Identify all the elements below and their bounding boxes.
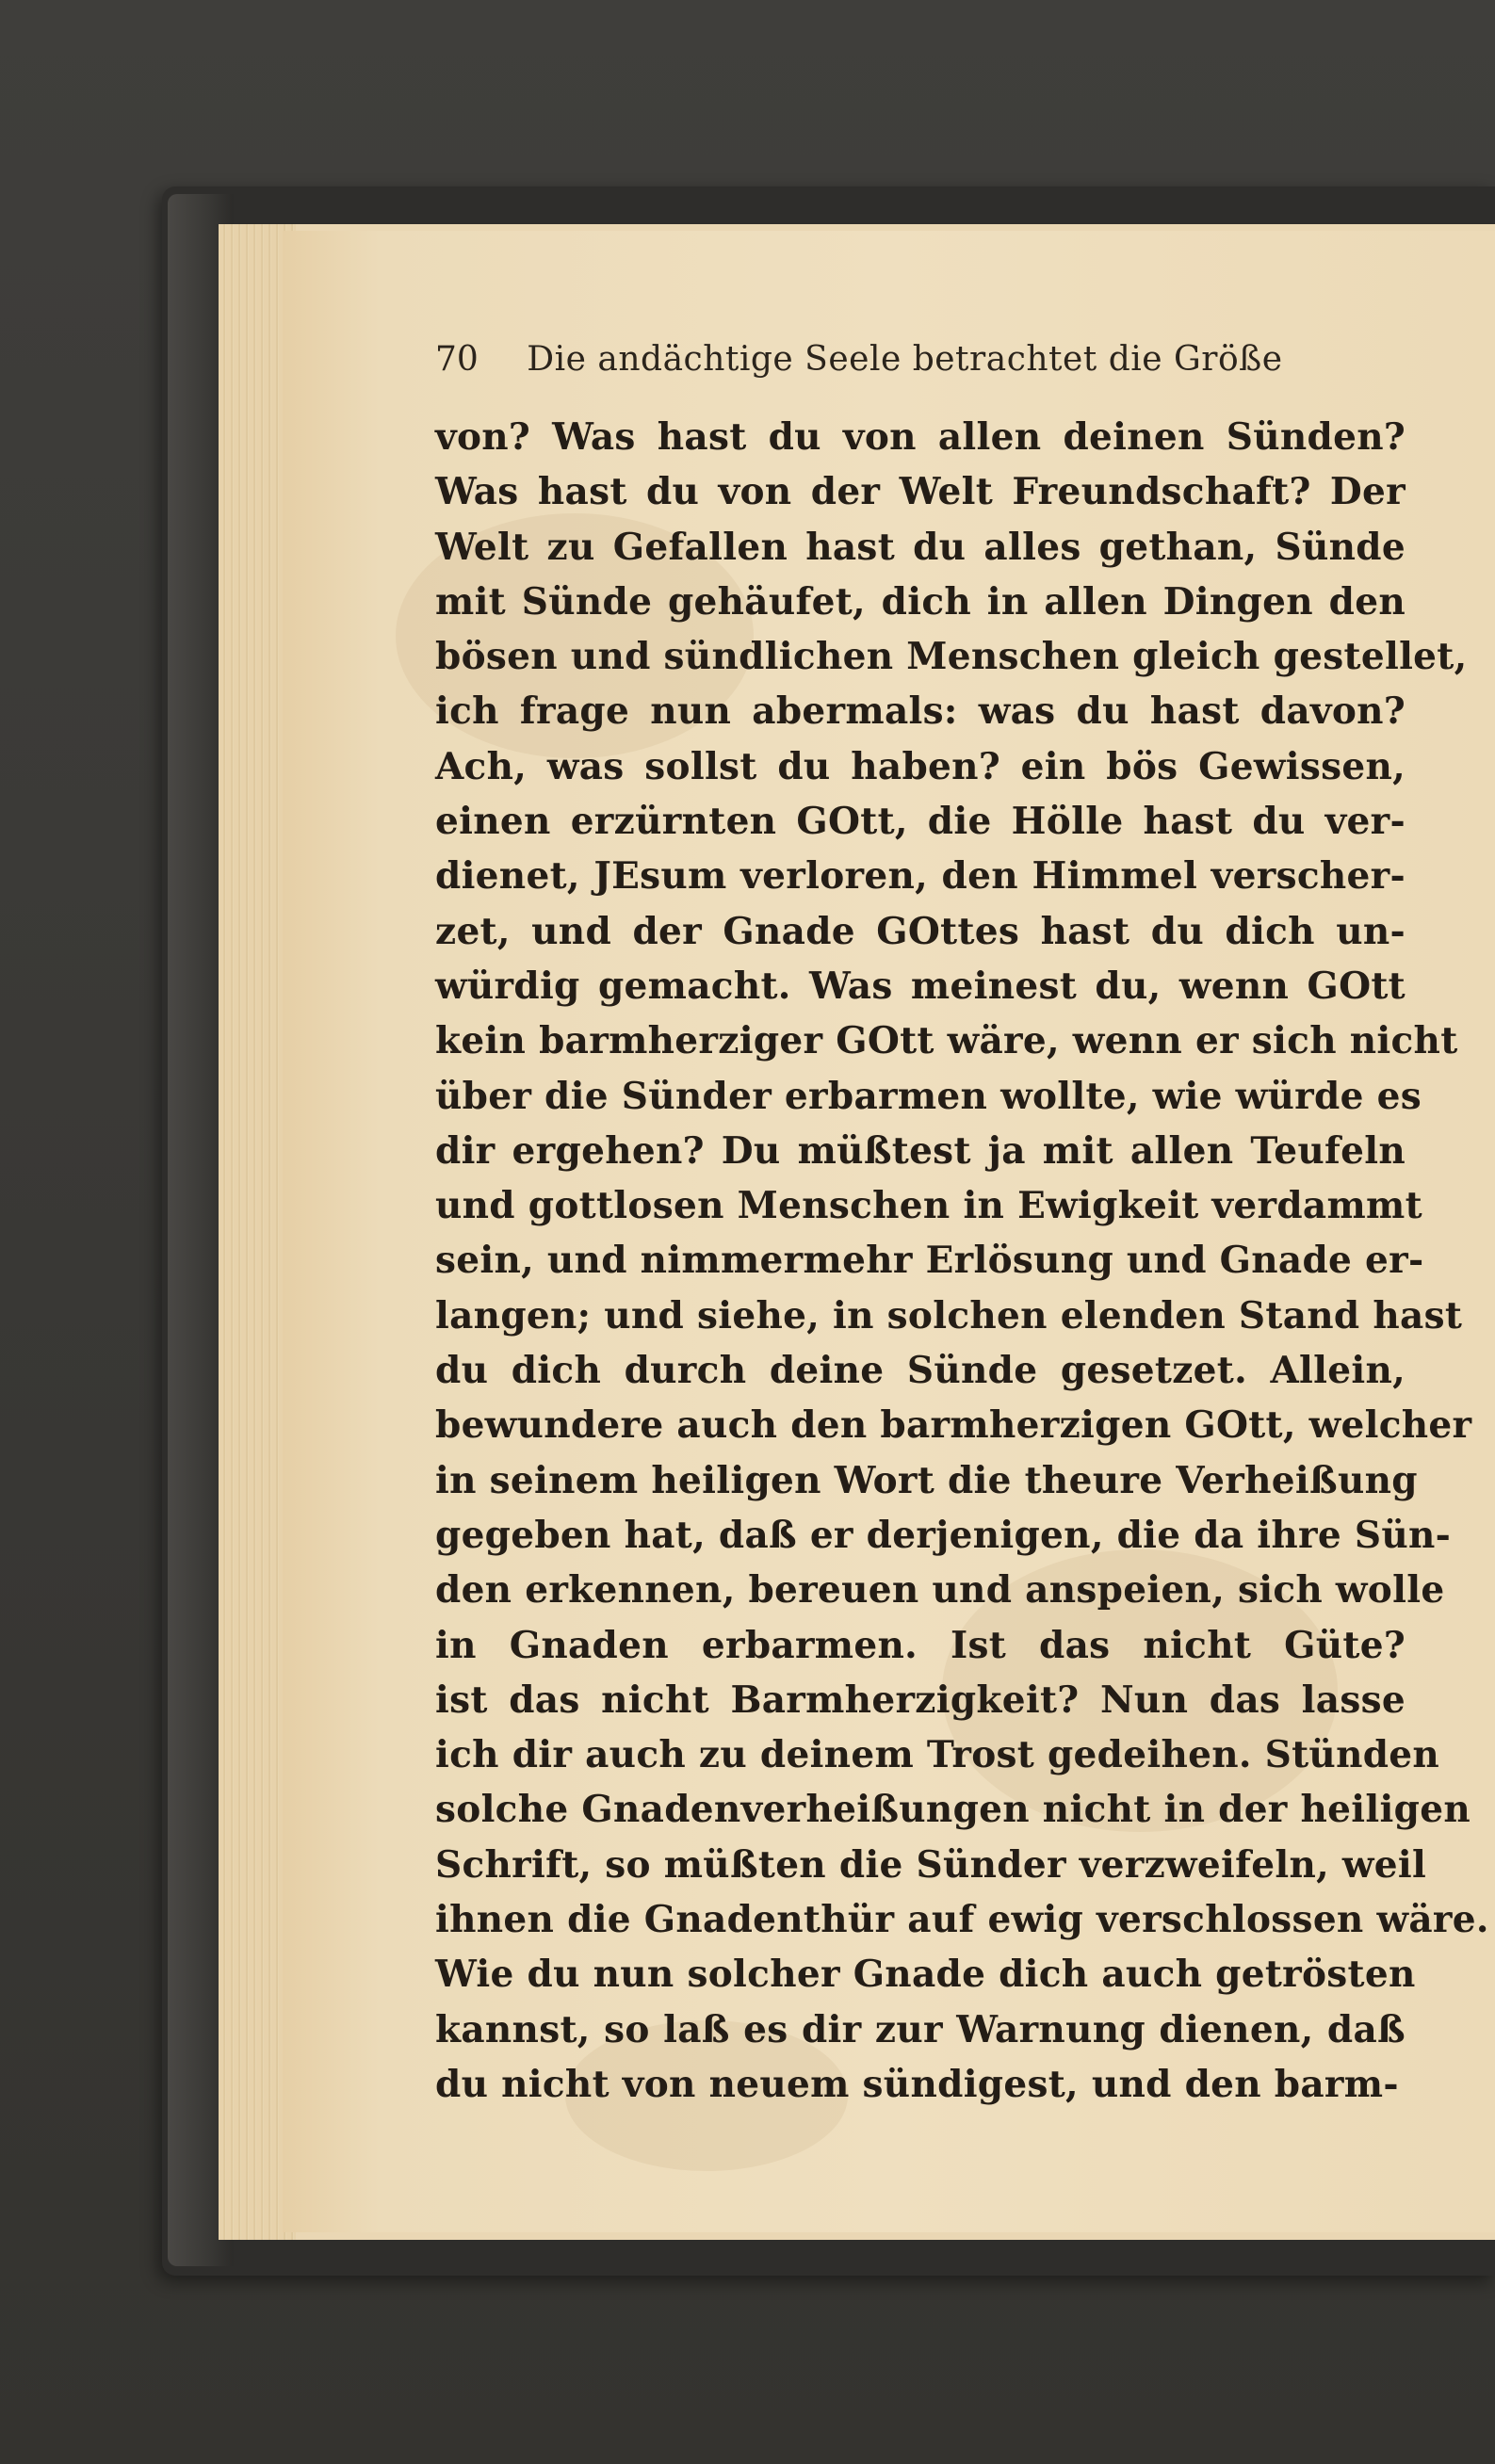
text-line: ist das nicht Barmherzigkeit? Nun das lasse <box>435 1678 1406 1722</box>
text-line: ich frage nun abermals: was du hast davon? <box>435 689 1406 734</box>
text-line: über die Sünder erbarmen wollte, wie würde es <box>435 1074 1422 1118</box>
page-number: 70 <box>435 340 479 379</box>
text-line: Wie du nun solcher Gnade dich auch getrösten <box>435 1953 1416 1997</box>
text-line: den erkennen, bereuen und anspeien, sich wolle <box>435 1568 1445 1613</box>
text-line: ihnen die Gnadenthür auf ewig verschlossen wäre. <box>435 1898 1489 1942</box>
text-line: in Gnaden erbarmen. Ist das nicht Güte? <box>435 1623 1406 1667</box>
text-line: Ach, was sollst du haben? ein bös Gewissen, <box>435 744 1406 788</box>
text-line: in seinem heiligen Wort die theure Verheißung <box>435 1458 1418 1502</box>
text-line: bewundere auch den barmherzigen GOtt, welcher <box>435 1403 1472 1448</box>
text-line: bösen und sündlichen Menschen gleich gestellet, <box>435 635 1468 679</box>
text-line: langen; und siehe, in solchen elenden Stand hast <box>435 1293 1463 1337</box>
text-line: zet, und der Gnade GOttes hast du dich un- <box>435 909 1406 953</box>
text-line: von? Was hast du von allen deinen Sünden? <box>435 415 1406 459</box>
text-line: ich dir auch zu deinem Trost gedeihen. Stünden <box>435 1733 1440 1777</box>
text-line: du dich durch deine Sünde gesetzet. Allein, <box>435 1349 1406 1393</box>
text-line: du nicht von neuem sündigest, und den barm- <box>435 2062 1399 2106</box>
text-line: dir ergehen? Du müßtest ja mit allen Teufeln <box>435 1128 1406 1173</box>
text-line: würdig gemacht. Was meinest du, wenn GOtt <box>435 964 1406 1008</box>
text-line: einen erzürnten GOtt, die Hölle hast du ver- <box>435 800 1406 844</box>
text-line: sein, und nimmermehr Erlösung und Gnade er- <box>435 1239 1424 1283</box>
text-line: gegeben hat, daß er derjenigen, die da ihre Sün- <box>435 1513 1452 1557</box>
text-line: mit Sünde gehäufet, dich in allen Dingen den <box>435 579 1406 624</box>
text-line: kannst, so laß es dir zur Warnung dienen, daß <box>435 2007 1406 2051</box>
text-line: Welt zu Gefallen hast du alles gethan, Sünde <box>435 525 1406 569</box>
text-line: solche Gnadenverheißungen nicht in der heiligen <box>435 1788 1471 1832</box>
running-head: Die andächtige Seele betrachtet die Größe <box>527 340 1283 379</box>
text-line: dienet, JEsum verloren, den Himmel verscher- <box>435 854 1406 899</box>
text-line: und gottlosen Menschen in Ewigkeit verdammt <box>435 1184 1422 1228</box>
body-text <box>435 410 1489 2112</box>
text-line: kein barmherziger GOtt wäre, wenn er sich nicht <box>435 1019 1458 1063</box>
text-line: Schrift, so müßten die Sünder verzweifeln, weil <box>435 1842 1427 1887</box>
page-header <box>435 332 1377 388</box>
text-line: Was hast du von der Welt Freundschaft? Der <box>435 470 1406 514</box>
